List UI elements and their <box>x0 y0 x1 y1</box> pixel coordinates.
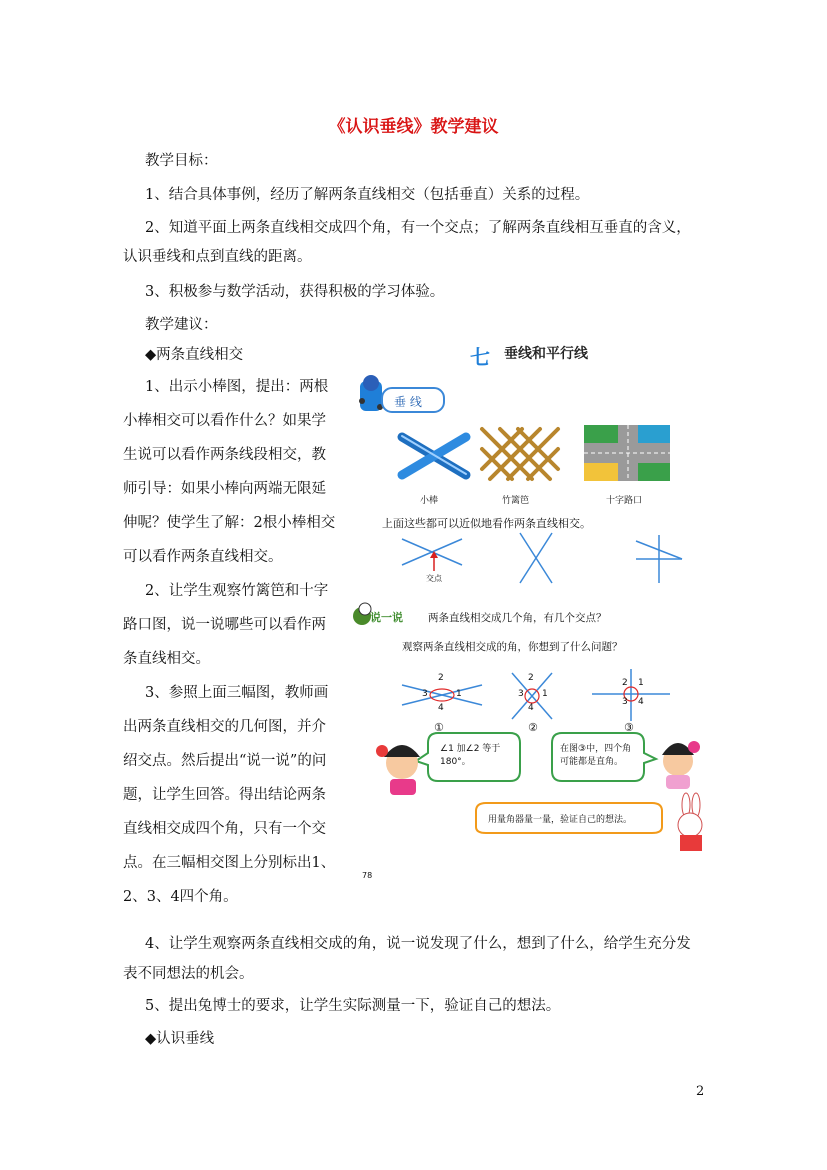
shuo-badge-icon <box>353 603 371 625</box>
microphone-icon <box>359 375 383 411</box>
goal-1: 1、结合具体事例，经历了解两条直线相交（包括垂直）关系的过程。 <box>145 187 590 203</box>
item-1: 1、出示小棒图，提出：两根小棒相交可以看作什么？如果学生说可以看作两条线段相交，教师引导：如果小棒向两端无限延伸呢？使学生了解：2根小棒相交可以看作两条直线相交。 <box>123 379 336 565</box>
measure-text: 用量角器量一量，验证自己的想法。 <box>488 815 633 825</box>
goal-2-line2: 认识垂线和点到直线的距离。 <box>123 249 312 265</box>
d3-label-2: 2 <box>622 678 628 688</box>
shuo-question: 两条直线相交成几个角，有几个交点？ <box>428 612 607 624</box>
goal-2-line1: 2、知道平面上两条直线相交成四个角，有一个交点；了解两条直线相互垂直的含义， <box>145 220 691 236</box>
goals-heading: 教学目标： <box>145 153 218 169</box>
intro-line: 上面这些都可以近似地看作两条直线相交。 <box>382 517 591 530</box>
chapter-title: 垂线和平行线 <box>504 346 588 362</box>
goal-3: 3、积极参与数学活动，获得积极的学习体验。 <box>145 284 445 300</box>
page-title: 《认识垂线》教学建议 <box>328 117 499 137</box>
observe-question: 观察两条直线相交成的角，你想到了什么问题？ <box>402 641 623 653</box>
d1-label-3: 3 <box>422 689 428 699</box>
item-5: 5、提出兔博士的要求，让学生实际测量一下，验证自己的想法。 <box>145 998 561 1014</box>
crossroad-picture <box>584 425 670 481</box>
bubble-text-2: 在图③中，四个角可能都是直角。 <box>560 744 632 767</box>
left-column-text <box>123 370 338 914</box>
section-heading-intersect: ◆两条直线相交 <box>145 347 244 363</box>
section-heading-perpendicular: ◆认识垂线 <box>145 1031 215 1047</box>
item-4-line1: 4、让学生观察两条直线相交成的角，说一说发现了什么，想到了什么，给学生充分发 <box>145 936 691 952</box>
caption-fence: 竹篱笆 <box>502 496 530 506</box>
diagram-number-2: ② <box>528 721 538 734</box>
caption-sticks: 小棒 <box>420 496 439 506</box>
diagram-number-3: ③ <box>624 721 634 734</box>
sticks-picture <box>402 436 466 475</box>
page-number: 2 <box>696 1084 705 1099</box>
book-page-number: 78 <box>362 871 373 880</box>
item-2: 2、让学生观察竹篱笆和十字路口图，说一说哪些可以看作两条直线相交。 <box>123 583 329 667</box>
d1-label-1: 1 <box>456 689 462 699</box>
d3-label-4: 4 <box>638 697 644 707</box>
item-4-line2: 表不同想法的机会。 <box>123 966 254 982</box>
d3-label-3: 3 <box>622 697 628 707</box>
rabbit-icon <box>678 793 702 851</box>
fence-picture <box>482 429 558 479</box>
girl-left-icon <box>376 745 420 795</box>
textbook-figure <box>352 333 710 888</box>
section-tag: 垂 线 <box>394 395 422 409</box>
d2-label-1: 1 <box>542 689 548 699</box>
girl-right-icon <box>662 741 700 789</box>
chapter-number: 七 <box>470 345 490 369</box>
caption-intersection-point: 交点 <box>426 574 442 583</box>
d2-label-2: 2 <box>528 673 534 683</box>
suggest-heading: 教学建议： <box>145 317 218 333</box>
shuo-label: 说一说 <box>370 611 403 624</box>
d1-label-2: 2 <box>438 673 444 683</box>
item-3: 3、参照上面三幅图，教师画出两条直线相交的几何图，并介绍交点。然后提出“说一说”的问题，让学生回答。得出结论两条直线相交成四个角，只有一个交点。在三幅相交图上分别标出1、2、3、4四个角。 <box>123 685 336 905</box>
bubble-text-1: ∠1 加∠2 等于 180°。 <box>440 744 501 767</box>
d2-label-3: 3 <box>518 689 524 699</box>
d2-label-4: 4 <box>528 703 534 713</box>
caption-crossroad: 十字路口 <box>606 496 643 506</box>
d3-label-1: 1 <box>638 678 644 688</box>
diagram-number-1: ① <box>434 721 444 734</box>
d1-label-4: 4 <box>438 703 444 713</box>
intersection-sketches <box>402 533 682 583</box>
